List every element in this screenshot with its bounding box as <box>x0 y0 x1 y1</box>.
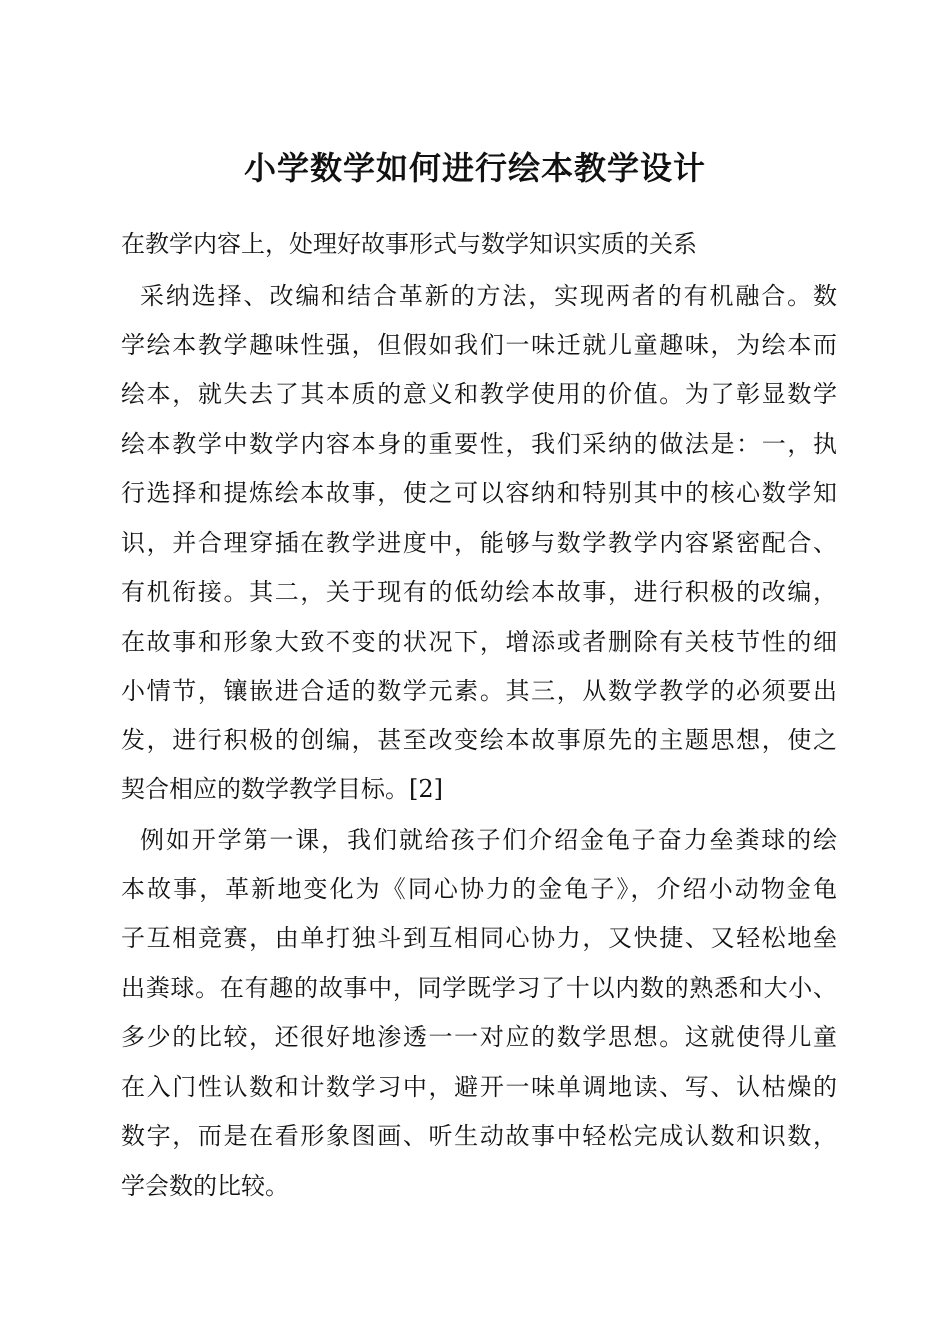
paragraph-line: 学绘本教学趣味性强，但假如我们一味迁就儿童趣味，为绘本而 <box>121 331 837 359</box>
paragraph-line: 学会数的比较。 <box>121 1172 289 1200</box>
paragraph-line: 识，并合理穿插在教学进度中，能够与数学教学内容紧密配合、 <box>121 529 837 557</box>
paragraph-line: 绘本，就失去了其本质的意义和教学使用的价值。为了彰显数学 <box>121 380 837 408</box>
paragraph-line: 多少的比较，还很好地渗透一一对应的数学思想。这就使得儿童 <box>121 1023 837 1051</box>
paragraph-line: 子互相竞赛，由单打独斗到互相同心协力，又快捷、又轻松地垒 <box>121 924 837 952</box>
paragraph-line: 出粪球。在有趣的故事中，同学既学习了十以内数的熟悉和大小、 <box>121 974 837 1002</box>
paragraph-line: 采纳选择、改编和结合革新的方法，实现两者的有机融合。数 <box>121 282 837 310</box>
paragraph-line: 发，进行积极的创编，甚至改变绘本故事原先的主题思想，使之 <box>121 726 837 754</box>
paragraph-line: 数字，而是在看形象图画、听生动故事中轻松完成认数和识数， <box>121 1122 837 1150</box>
section-heading: 在教学内容上，处理好故事形式与数学知识实质的关系 <box>121 230 697 258</box>
paragraph-line: 绘本教学中数学内容本身的重要性，我们采纳的做法是：一，执 <box>121 430 837 458</box>
paragraph-line: 例如开学第一课，我们就给孩子们介绍金龟子奋力垒粪球的绘 <box>121 826 837 854</box>
paragraph-line: 本故事，革新地变化为《同心协力的金龟子》，介绍小动物金龟 <box>121 875 837 903</box>
paragraph-line: 有机衔接。其二，关于现有的低幼绘本故事，进行积极的改编， <box>121 578 837 606</box>
paragraph-line: 小情节，镶嵌进合适的数学元素。其三，从数学教学的必须要出 <box>121 677 837 705</box>
paragraph-line: 行选择和提炼绘本故事，使之可以容纳和特别其中的核心数学知 <box>121 479 837 507</box>
paragraph-line: 在入门性认数和计数学习中，避开一味单调地读、写、认枯燥的 <box>121 1073 837 1101</box>
paragraph-line: 在故事和形象大致不变的状况下，增添或者删除有关枝节性的细 <box>121 628 837 656</box>
document-title: 小学数学如何进行绘本教学设计 <box>243 149 706 187</box>
paragraph-line: 契合相应的数学教学目标。[2] <box>121 775 443 803</box>
